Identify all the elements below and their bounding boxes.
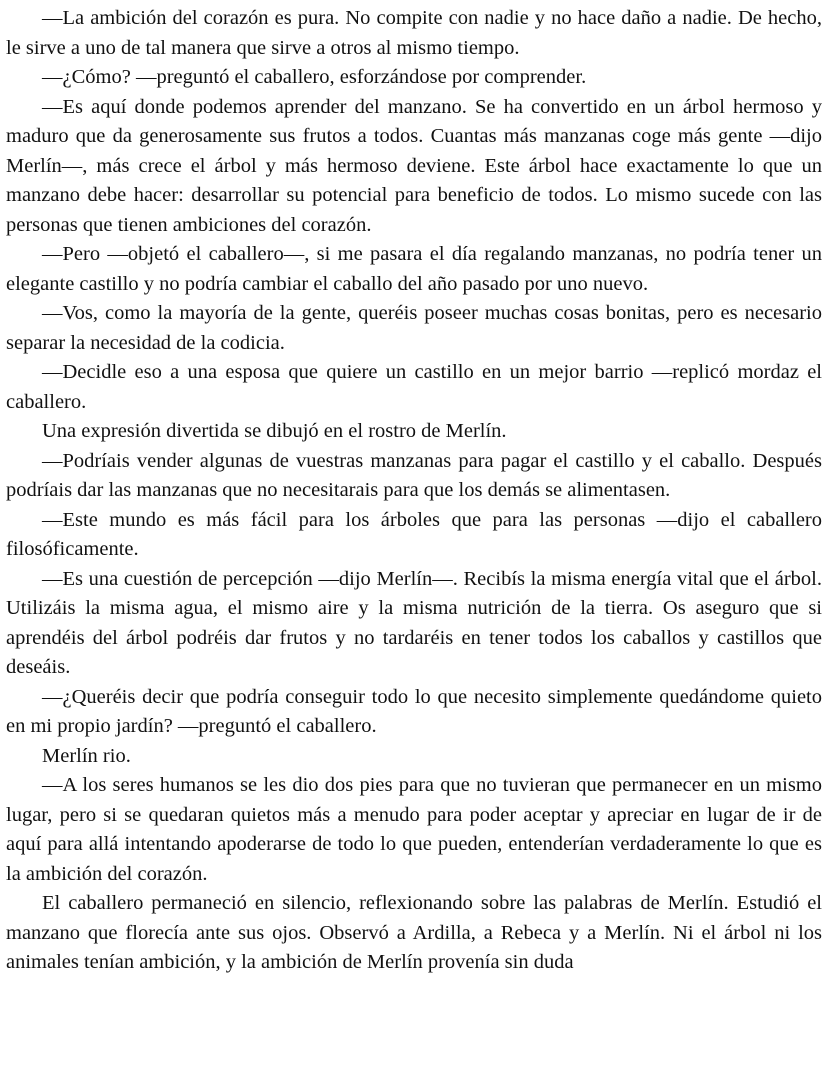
paragraph-6: —Decidle eso a una esposa que quiere un castillo en un mejor barrio —replicó mordaz el caballero. — [6, 361, 822, 413]
paragraph-2: —¿Cómo? —preguntó el caballero, esforzándose por comprender. — [42, 66, 587, 88]
paragraph-10: —Es una cuestión de percepción —dijo Merlín—. Recibís la misma energía vital que el árbol. Utilizáis la misma agua, el mismo aire y la misma nutrición de la tierra. Os aseguro que si aprendéis del árbol podréis dar frutos y no tardaréis en tener todos los caballos y castillos que deseáis. — [6, 567, 822, 678]
paragraph-4: —Pero —objetó el caballero—, si me pasara el día regalando manzanas, no podría tener un elegante castillo y no podría cambiar el caballo del año pasado por uno nuevo. — [6, 243, 822, 295]
paragraph-5: —Vos, como la mayoría de la gente, queréis poseer muchas cosas bonitas, pero es necesario separar la necesidad de la codicia. — [6, 302, 822, 354]
paragraph-14: El caballero permaneció en silencio, reflexionando sobre las palabras de Merlín. Estudió el manzano que florecía ante sus ojos. Observó a Ardilla, a Rebeca y a Merlín. Ni el árbol ni los animales tenían ambición, y la ambición de Merlín provenía sin duda — [6, 892, 822, 973]
paragraph-13: —A los seres humanos se les dio dos pies para que no tuvieran que permanecer en un mismo lugar, pero si se quedaran quietos más a menudo para poder aceptar y apreciar en lugar de ir de aquí para allá intentando apoderarse de todo lo que pueden, entenderían verdaderamente lo que es la ambición del corazón. — [6, 774, 822, 885]
paragraph-8: —Podríais vender algunas de vuestras manzanas para pagar el castillo y el caballo. Después podríais dar las manzanas que no necesitarais para que los demás se alimentasen. — [6, 449, 822, 501]
paragraph-9: —Este mundo es más fácil para los árboles que para las personas —dijo el caballero filosóficamente. — [6, 508, 822, 560]
paragraph-3: —Es aquí donde podemos aprender del manzano. Se ha convertido en un árbol hermoso y maduro que da generosamente sus frutos a todos. Cuantas más manzanas coge más gente —dijo Merlín—, más crece el árbol y más hermoso deviene. Este árbol hace exactamente lo que un manzano debe hacer: desarrollar su potencial para beneficio de todos. Lo mismo sucede con las personas que tienen ambiciones del corazón. — [6, 95, 822, 236]
paragraph-7: Una expresión divertida se dibujó en el rostro de Merlín. — [42, 420, 507, 442]
paragraph-12: Merlín rio. — [42, 744, 131, 767]
paragraph-11: —¿Queréis decir que podría conseguir todo lo que necesito simplemente quedándome quieto en mi propio jardín? —preguntó el caballero. — [6, 685, 822, 737]
paragraph-1: —La ambición del corazón es pura. No compite con nadie y no hace daño a nadie. De hecho, le sirve a uno de tal manera que sirve a otros al mismo tiempo. — [6, 7, 822, 59]
